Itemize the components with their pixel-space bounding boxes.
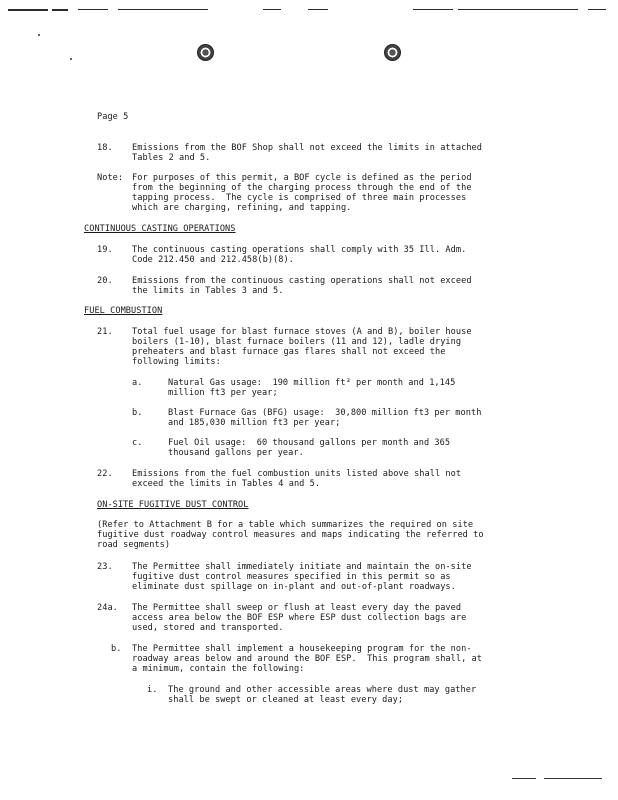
item-24a-number: 24a. [97, 603, 118, 613]
item-23-line-1: The Permittee shall immediately initiate and maintain the on-site [132, 562, 472, 572]
item-20-number: 20. [97, 276, 113, 286]
item-21-line-1: Total fuel usage for blast furnace stoves (A and B), boiler house [132, 327, 472, 337]
item-21-line-4: following limits: [132, 357, 221, 367]
fugitive-intro-line-3: road segments) [97, 540, 171, 550]
item-21-number: 21. [97, 327, 113, 337]
scan-bottom-mark [544, 778, 602, 779]
item-23-number: 23. [97, 562, 113, 572]
item-21a-line-2: million ft3 per year; [168, 388, 278, 398]
note-label: Note: [97, 173, 124, 183]
item-21a-letter: a. [132, 378, 143, 388]
note-line-2: from the beginning of the charging process through the end of the [132, 183, 472, 193]
item-24a-line-3: used, stored and transported. [132, 623, 284, 633]
note-line-4: which are charging, refining, and tapping. [132, 203, 352, 213]
item-24b-i-line-1: The ground and other accessible areas where dust may gather [168, 685, 477, 695]
item-19-line-1: The continuous casting operations shall comply with 35 Ill. Adm. [132, 245, 467, 255]
binder-hole-right [384, 44, 401, 61]
item-18-number: 18. [97, 143, 113, 153]
item-22-line-1: Emissions from the fuel combustion units listed above shall not [132, 469, 462, 479]
fugitive-intro-line-2: fugitive dust roadway control measures and maps indicating the referred to [97, 530, 484, 540]
item-21a-line-1: Natural Gas usage: 190 million ft³ per month and 1,145 [168, 378, 456, 388]
scan-speck [70, 58, 72, 60]
page-label: Page 5 [97, 112, 129, 122]
note-line-3: tapping process. The cycle is comprised of three main processes [132, 193, 467, 203]
section-heading-fuel-combustion: FUEL COMBUSTION [84, 306, 163, 316]
item-23-line-2: fugitive dust control measures specified in this permit so as [132, 572, 451, 582]
item-24a-line-1: The Permittee shall sweep or flush at least every day the paved [132, 603, 462, 613]
item-19-number: 19. [97, 245, 113, 255]
scan-top-edge [8, 9, 606, 11]
item-21b-line-2: and 185,030 million ft3 per year; [168, 418, 341, 428]
item-24b-line-1: The Permittee shall implement a housekeeping program for the non- [132, 644, 472, 654]
item-23-line-3: eliminate dust spillage on in-plant and out-of-plant roadways. [132, 582, 456, 592]
item-22-number: 22. [97, 469, 113, 479]
item-21-line-2: boilers (1-10), blast furnace boilers (11 and 12), ladle drying [132, 337, 462, 347]
item-24b-line-3: a minimum, contain the following: [132, 664, 305, 674]
item-21c-line-1: Fuel Oil usage: 60 thousand gallons per month and 365 [168, 438, 451, 448]
item-24b-i-numeral: i. [147, 685, 158, 695]
item-24a-line-2: access area below the BOF ESP where ESP dust collection bags are [132, 613, 467, 623]
item-24b-letter: b. [111, 644, 122, 654]
item-19-line-2: Code 212.450 and 212.458(b)(8). [132, 255, 294, 265]
item-22-line-2: exceed the limits in Tables 4 and 5. [132, 479, 321, 489]
note-line-1: For purposes of this permit, a BOF cycle is defined as the period [132, 173, 472, 183]
item-18-line-1: Emissions from the BOF Shop shall not exceed the limits in attached [132, 143, 482, 153]
item-20-line-2: the limits in Tables 3 and 5. [132, 286, 284, 296]
item-21b-letter: b. [132, 408, 143, 418]
item-21c-letter: c. [132, 438, 143, 448]
item-18-line-2: Tables 2 and 5. [132, 153, 211, 163]
item-24b-i-line-2: shall be swept or cleaned at least every day; [168, 695, 404, 705]
scan-bottom-mark [512, 778, 536, 779]
section-heading-continuous-casting: CONTINUOUS CASTING OPERATIONS [84, 224, 236, 234]
fugitive-intro-line-1: (Refer to Attachment B for a table which summarizes the required on site [97, 520, 474, 530]
binder-hole-left [197, 44, 214, 61]
item-21-line-3: preheaters and blast furnace gas flares shall not exceed the [132, 347, 446, 357]
item-21b-line-1: Blast Furnace Gas (BFG) usage: 30,800 million ft3 per month [168, 408, 482, 418]
section-heading-fugitive-dust: ON-SITE FUGITIVE DUST CONTROL [97, 500, 249, 510]
item-20-line-1: Emissions from the continuous casting operations shall not exceed [132, 276, 472, 286]
item-21c-line-2: thousand gallons per year. [168, 448, 304, 458]
item-24b-line-2: roadway areas below and around the BOF ESP. This program shall, at [132, 654, 482, 664]
scan-speck [38, 34, 40, 36]
